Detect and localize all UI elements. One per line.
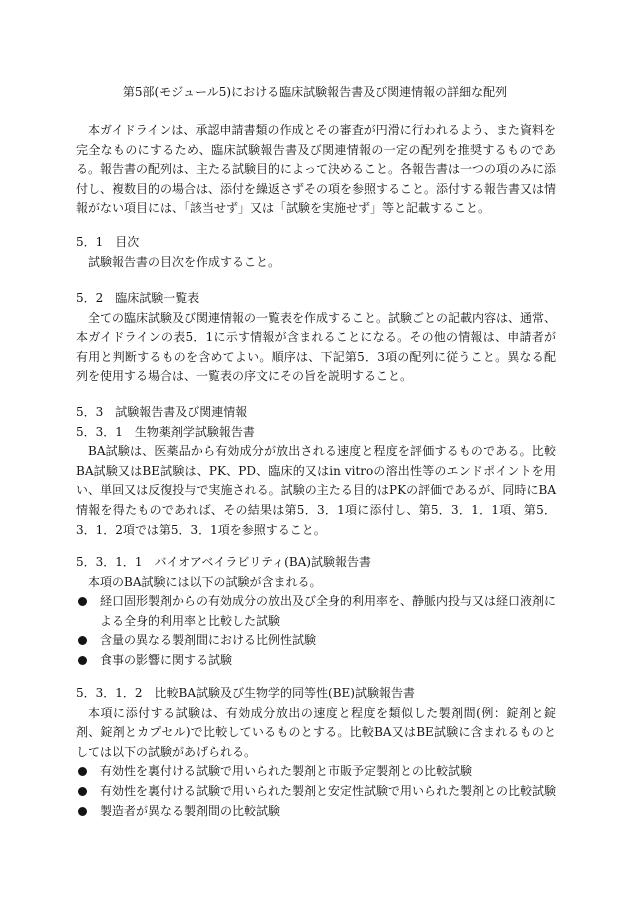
bullet-icon xyxy=(78,807,87,816)
section-5-3 xyxy=(76,403,556,540)
section-heading: 5．3．1．2 比較BA試験及び生物学的同等性(BE)試験報告書 xyxy=(76,686,415,700)
list-item-text: 製造者が異なる製剤間の比較試験 xyxy=(100,803,281,818)
section-5-2 xyxy=(76,289,556,387)
bullet-icon xyxy=(78,767,87,776)
intro-section xyxy=(76,121,556,219)
list-item-text: 有効性を裏付ける試験で用いられた製剤と市販予定製剤との比較試験 xyxy=(100,764,473,779)
list-item xyxy=(76,762,556,782)
list-item-text: 有効性を裏付ける試験で用いられた製剤と安定性試験で用いられた製剤との比較試験 xyxy=(100,783,557,798)
section-body: 本項のBA試験には以下の試験が含まれる。 xyxy=(88,574,322,589)
section-5-1 xyxy=(76,233,556,272)
list-item-text: 食事の影響に関する試験 xyxy=(100,652,233,667)
list-item xyxy=(76,802,556,822)
subsection-heading: 5．3．1 生物薬剤学試験報告書 xyxy=(76,424,255,439)
list-item xyxy=(76,651,556,671)
section-body: 全ての臨床試験及び関連情報の一覧表を作成すること。試験ごとの記載内容は、通常、本ガイドラインの表5．1に示す情報が含まれることになる。その他の情報は、申請者が有用と判断するものを含めてよい。順序は、下記第5．3項の配列に従うこと。異なる配列を使用する場合は、一覧表の序文にその旨を説明すること。 xyxy=(76,310,557,384)
section-heading: 5．3 試験報告書及び関連情報 xyxy=(76,405,248,419)
section-body: 本項に添付する試験は、有効成分放出の速度と程度を類似した製剤間(例：錠剤と錠剤、錠剤とカプセル)で比較しているものとする。比較BA又はBE試験に含まれるものとしては以下の試験があげられる。 xyxy=(76,705,556,759)
list-item xyxy=(76,592,556,631)
list-item xyxy=(76,782,556,802)
list-item xyxy=(76,631,556,651)
bullet-icon xyxy=(78,597,87,606)
section-body: 試験報告書の目次を作成すること。 xyxy=(88,254,281,269)
section-heading: 5．1 目次 xyxy=(76,235,140,249)
section-heading: 5．3．1．1 バイオアベイラビリティ(BA)試験報告書 xyxy=(76,555,371,569)
bullet-icon xyxy=(78,656,87,665)
page-title: 第5部(モジュール5)における臨床試験報告書及び関連情報の詳細な配列 xyxy=(122,85,508,99)
intro-paragraph: 本ガイドラインは、承認申請書類の作成とその審査が円滑に行われるよう、また資料を完全なものにするため、臨床試験報告書及び関連情報の一定の配列を推奨するものである。報告書の配列は、主たる試験目的によって決めること。各報告書は一つの項のみに添付し、複数目的の場合は、添付を繰返さずその項を参照すること。添付する報告書又は情報がない項目には、「該当せず」又は「試験を実施せず」等と記載すること。 xyxy=(76,123,557,216)
bullet-icon xyxy=(78,787,87,796)
list-item-text: 経口固形製剤からの有効成分の放出及び全身的利用率を、静脈内投与又は経口液剤による全身的利用率と比較した試験 xyxy=(100,594,557,628)
section-body: BA試験は、医薬品から有効成分が放出される速度と程度を評価するものである。比較BA試験又はBE試験は、PK、PD、臨床的又はin vitroの溶出性等のエンドポイントを用い、単回又は反復投与で実施される。試験の主たる目的はPKの評価であるが、同時にBA情報を得たものであれば、その結果は第5．3．1項に添付し、第5．3．1．1項、第5．3．1．2項では第5．3．1項を参照すること。 xyxy=(76,444,556,537)
section-heading: 5．2 臨床試験一覧表 xyxy=(76,291,200,305)
section-5-3-1-1 xyxy=(76,553,556,671)
section-5-3-1-2 xyxy=(76,684,556,821)
bullet-list xyxy=(76,762,556,821)
bullet-list xyxy=(76,592,556,670)
bullet-icon xyxy=(78,636,87,645)
list-item-text: 含量の異なる製剤間における比例性試験 xyxy=(100,633,317,648)
